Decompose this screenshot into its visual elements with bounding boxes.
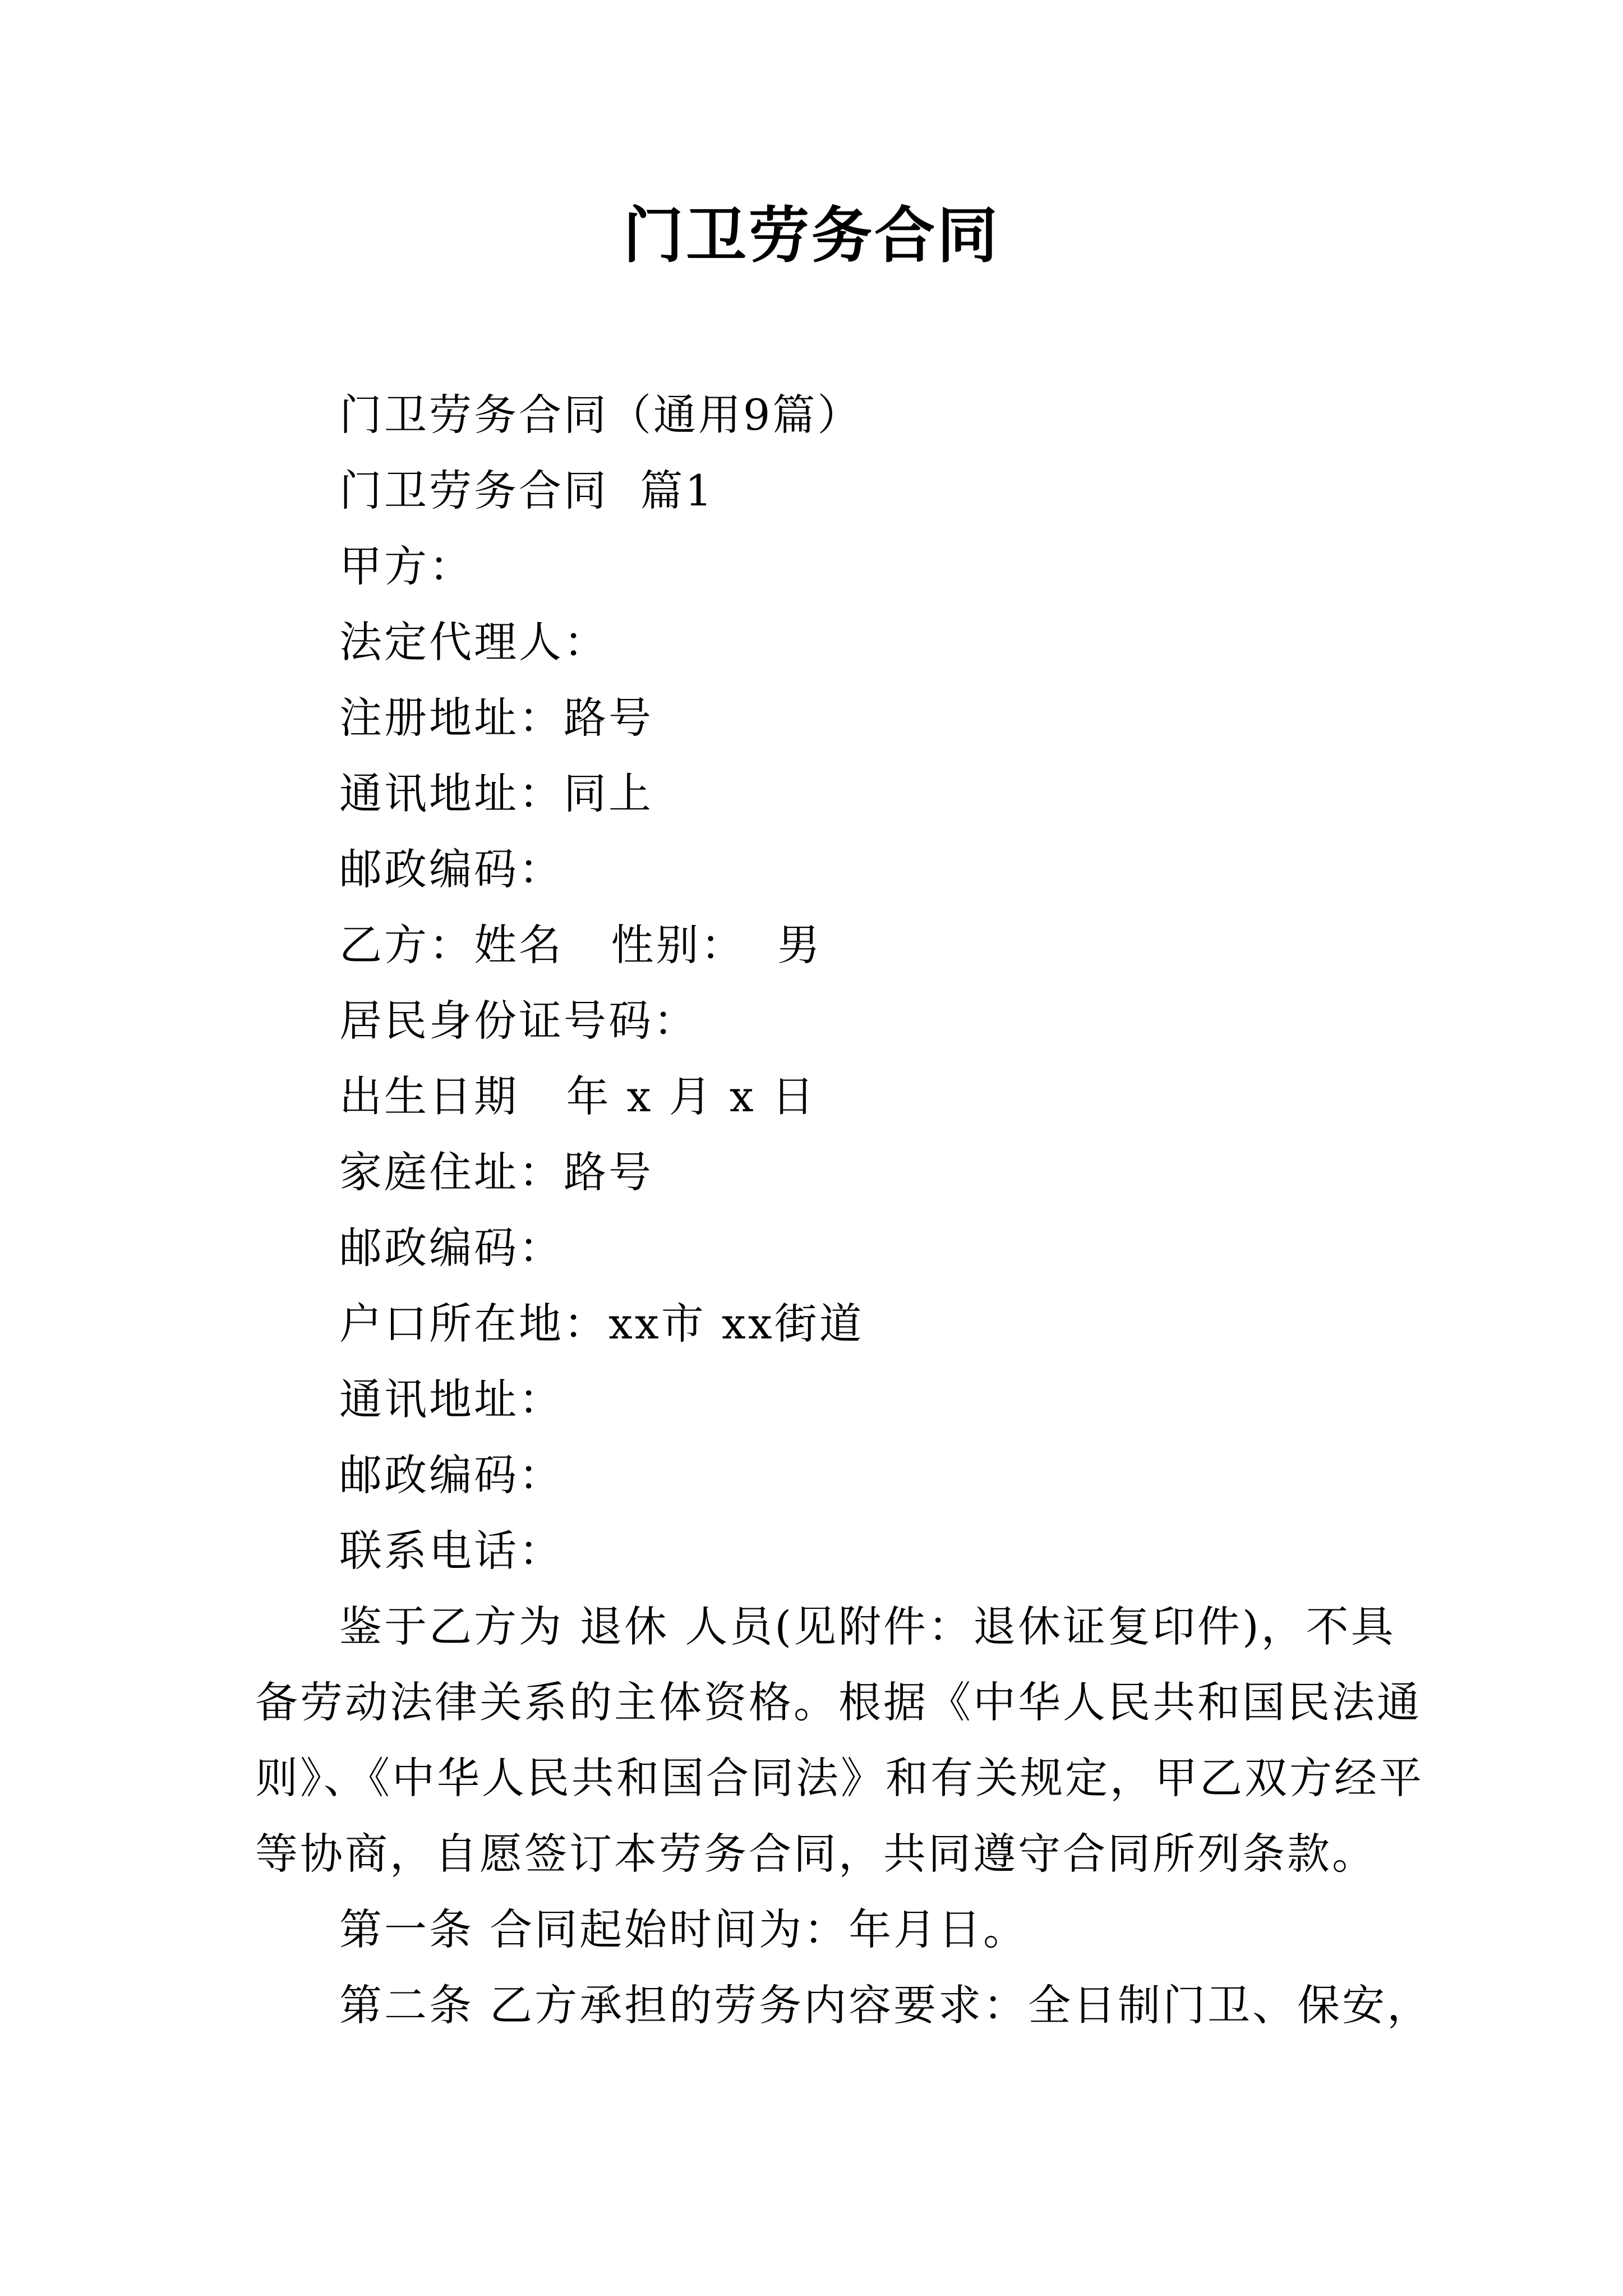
mailing-address-line: 通讯地址： bbox=[339, 1374, 564, 1424]
household-registration-line: 户口所在地：xx市 xx街道 bbox=[339, 1299, 864, 1349]
party-a-line: 甲方： bbox=[339, 541, 474, 591]
article-1: 第一条 合同起始时间为：年月日。 bbox=[339, 1904, 1029, 1954]
legal-agent-line: 法定代理人： bbox=[339, 617, 608, 667]
recital-line: 备劳动法律关系的主体资格。根据《中华人民共和国民法通 bbox=[255, 1677, 1422, 1727]
phone-line: 联系电话： bbox=[339, 1526, 564, 1576]
document-title: 门卫劳务合同 bbox=[623, 200, 1000, 271]
registered-address-line: 注册地址：路号 bbox=[339, 693, 653, 743]
postal-code-line: 邮政编码： bbox=[339, 1223, 564, 1273]
recital-line: 等协商，自愿签订本劳务合同，共同遵守合同所列条款。 bbox=[255, 1829, 1377, 1879]
mailing-address-line: 通讯地址：同上 bbox=[339, 769, 653, 818]
recital-line: 鉴于乙方为 退休 人员(见附件：退休证复印件)，不具 bbox=[339, 1602, 1396, 1651]
id-number-line: 居民身份证号码： bbox=[339, 996, 698, 1046]
postal-code-line: 邮政编码： bbox=[339, 844, 564, 894]
birth-date-line: 出生日期 年 x 月 x 日 bbox=[339, 1071, 817, 1121]
recital-line: 则》、《中华人民共和国合同法》和有关规定，甲乙双方经平 bbox=[255, 1753, 1424, 1803]
home-address-line: 家庭住址：路号 bbox=[339, 1147, 653, 1197]
article-2: 第二条 乙方承担的劳务内容要求：全日制门卫、保安， bbox=[339, 1980, 1432, 2030]
postal-code-line: 邮政编码： bbox=[339, 1450, 564, 1500]
party-b-line: 乙方：姓名 性别： 男 bbox=[339, 920, 822, 970]
subtitle-line: 门卫劳务合同（通用9篇） bbox=[339, 390, 863, 440]
section-heading: 门卫劳务合同 篇1 bbox=[339, 466, 714, 516]
